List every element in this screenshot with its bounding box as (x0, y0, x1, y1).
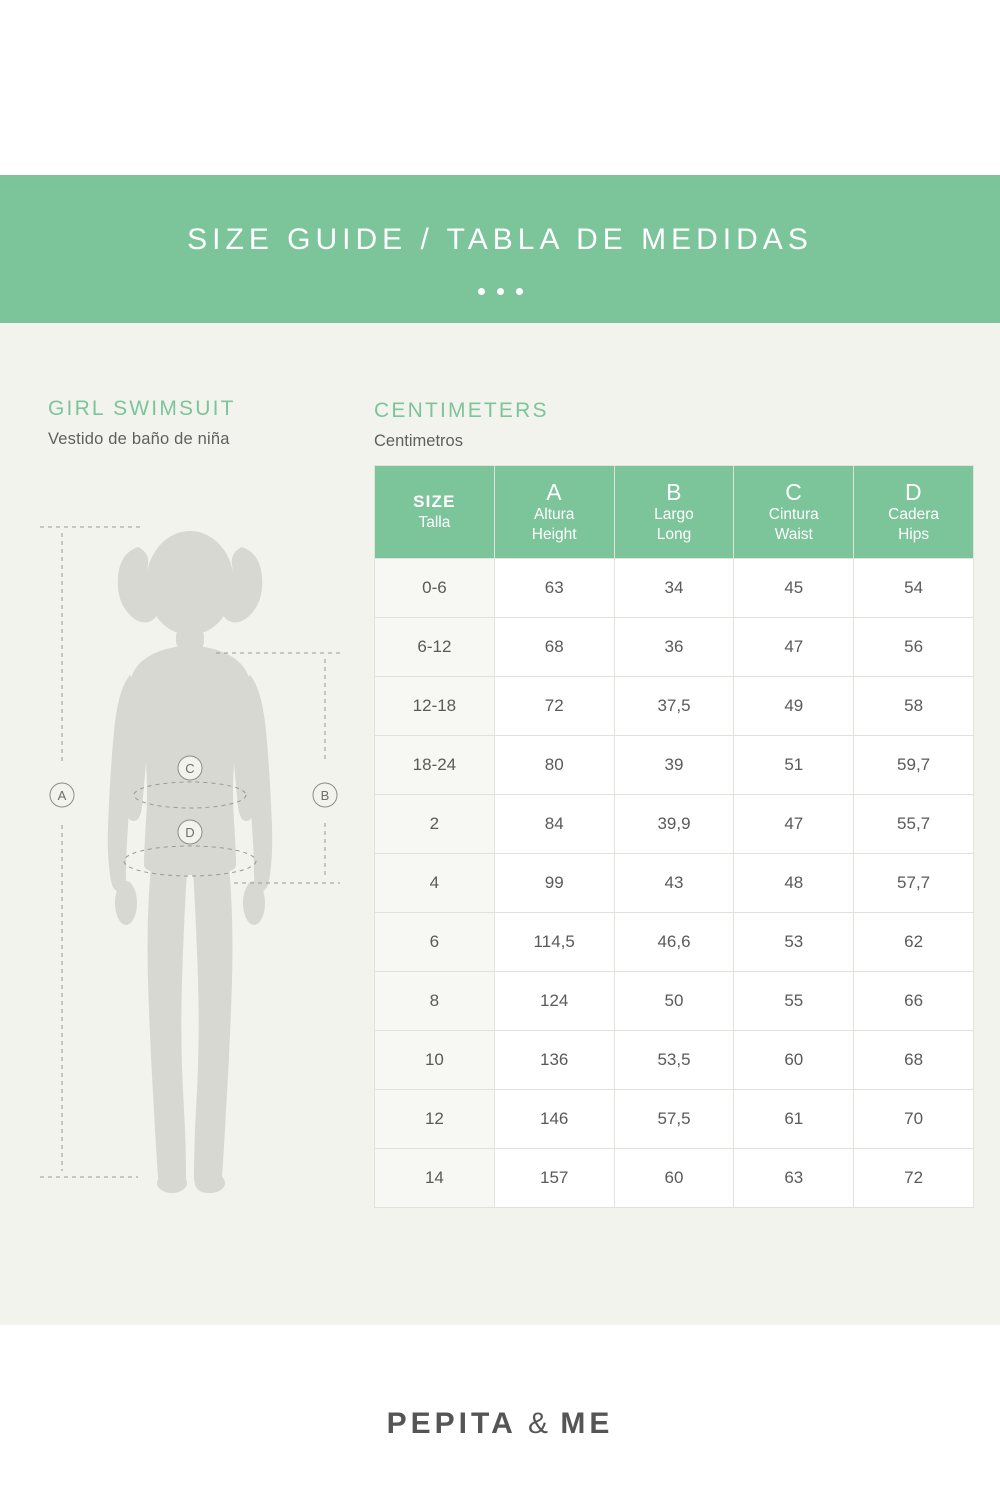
cell-height: 124 (494, 972, 614, 1031)
dot-1 (478, 288, 485, 295)
cell-waist: 47 (734, 795, 854, 854)
table-row (375, 913, 974, 972)
cell-height: 99 (494, 854, 614, 913)
column-header-d (854, 466, 974, 559)
header-dot-separator (0, 283, 1000, 301)
cell-waist: 48 (734, 854, 854, 913)
svg-text:A: A (57, 788, 67, 803)
column-header-size-line1: Talla (418, 514, 451, 531)
column-header-b-line1: Largo (654, 506, 694, 523)
table-row (375, 1090, 974, 1149)
units-subtitle: Centimetros (374, 432, 463, 450)
column-header-b (614, 466, 734, 559)
column-header-b-line2: Long (656, 526, 692, 543)
cell-waist: 63 (734, 1149, 854, 1208)
column-header-a (494, 466, 614, 559)
cell-hips: 72 (854, 1149, 974, 1208)
column-header-c-line2: Waist (774, 526, 813, 543)
cell-size: 10 (375, 1031, 495, 1090)
cell-long: 43 (614, 854, 734, 913)
cell-size: 6 (375, 913, 495, 972)
column-header-d-line1: Cadera (888, 506, 940, 523)
cell-long: 34 (614, 559, 734, 618)
cell-long: 39,9 (614, 795, 734, 854)
cell-height: 68 (494, 618, 614, 677)
cell-waist: 55 (734, 972, 854, 1031)
units-title: CENTIMETERS (374, 399, 549, 422)
cell-hips: 70 (854, 1090, 974, 1149)
column-header-c-line1: Cintura (768, 506, 819, 523)
cell-height: 63 (494, 559, 614, 618)
column-header-size-letter: SIZE (413, 492, 456, 511)
page-title: SIZE GUIDE / TABLA DE MEDIDAS (187, 223, 813, 256)
table-row (375, 972, 974, 1031)
table-row (375, 854, 974, 913)
cell-hips: 57,7 (854, 854, 974, 913)
cell-size: 8 (375, 972, 495, 1031)
cell-size: 4 (375, 854, 495, 913)
cell-waist: 47 (734, 618, 854, 677)
cell-size: 0-6 (375, 559, 495, 618)
table-row (375, 1031, 974, 1090)
brand-name-left: PEPITA (386, 1407, 516, 1440)
cell-size: 14 (375, 1149, 495, 1208)
column-header-a-letter: A (546, 479, 563, 505)
cell-waist: 53 (734, 913, 854, 972)
table-header-row (375, 466, 974, 559)
cell-hips: 59,7 (854, 736, 974, 795)
product-title: GIRL SWIMSUIT (48, 397, 236, 420)
cell-size: 2 (375, 795, 495, 854)
size-table (374, 465, 974, 1208)
cell-hips: 56 (854, 618, 974, 677)
column-header-c-letter: C (785, 479, 803, 505)
table-row (375, 559, 974, 618)
dot-2 (497, 288, 504, 295)
cell-size: 18-24 (375, 736, 495, 795)
cell-long: 39 (614, 736, 734, 795)
cell-hips: 68 (854, 1031, 974, 1090)
marker-b (313, 783, 337, 807)
column-header-b-letter: B (666, 479, 682, 505)
header-band (0, 175, 1000, 323)
cell-waist: 60 (734, 1031, 854, 1090)
cell-waist: 49 (734, 677, 854, 736)
table-row (375, 736, 974, 795)
svg-text:D: D (185, 825, 195, 840)
cell-long: 46,6 (614, 913, 734, 972)
column-header-a-line1: Altura (533, 506, 575, 523)
cell-size: 12 (375, 1090, 495, 1149)
cell-long: 37,5 (614, 677, 734, 736)
brand-ampersand: & (528, 1407, 549, 1440)
cell-height: 80 (494, 736, 614, 795)
cell-long: 53,5 (614, 1031, 734, 1090)
marker-c (178, 756, 202, 780)
cell-hips: 58 (854, 677, 974, 736)
svg-text:C: C (185, 761, 195, 776)
cell-hips: 66 (854, 972, 974, 1031)
cell-long: 57,5 (614, 1090, 734, 1149)
table-row (375, 795, 974, 854)
cell-waist: 61 (734, 1090, 854, 1149)
cell-height: 72 (494, 677, 614, 736)
cell-long: 36 (614, 618, 734, 677)
column-header-d-line2: Hips (898, 526, 930, 543)
size-guide-card (0, 175, 1000, 1440)
brand-name-right: ME (560, 1407, 614, 1440)
cell-hips: 55,7 (854, 795, 974, 854)
cell-waist: 45 (734, 559, 854, 618)
marker-d (178, 820, 202, 844)
svg-text:B: B (320, 788, 330, 803)
column-header-d-letter: D (905, 479, 923, 505)
cell-hips: 54 (854, 559, 974, 618)
cell-waist: 51 (734, 736, 854, 795)
cell-height: 157 (494, 1149, 614, 1208)
product-subtitle: Vestido de baño de niña (48, 430, 230, 448)
cell-long: 60 (614, 1149, 734, 1208)
cell-hips: 62 (854, 913, 974, 972)
cell-height: 146 (494, 1090, 614, 1149)
table-row (375, 1149, 974, 1208)
table-row (375, 677, 974, 736)
measurement-figure (20, 505, 360, 1365)
column-header-a-line2: Height (531, 526, 577, 543)
cell-height: 114,5 (494, 913, 614, 972)
dot-3 (516, 288, 523, 295)
cell-size: 12-18 (375, 677, 495, 736)
cell-long: 50 (614, 972, 734, 1031)
marker-a (50, 783, 74, 807)
table-row (375, 618, 974, 677)
brand-logo (0, 1407, 1000, 1441)
column-header-c (734, 466, 854, 559)
column-header-size (375, 466, 495, 559)
cell-height: 136 (494, 1031, 614, 1090)
cell-size: 6-12 (375, 618, 495, 677)
cell-height: 84 (494, 795, 614, 854)
